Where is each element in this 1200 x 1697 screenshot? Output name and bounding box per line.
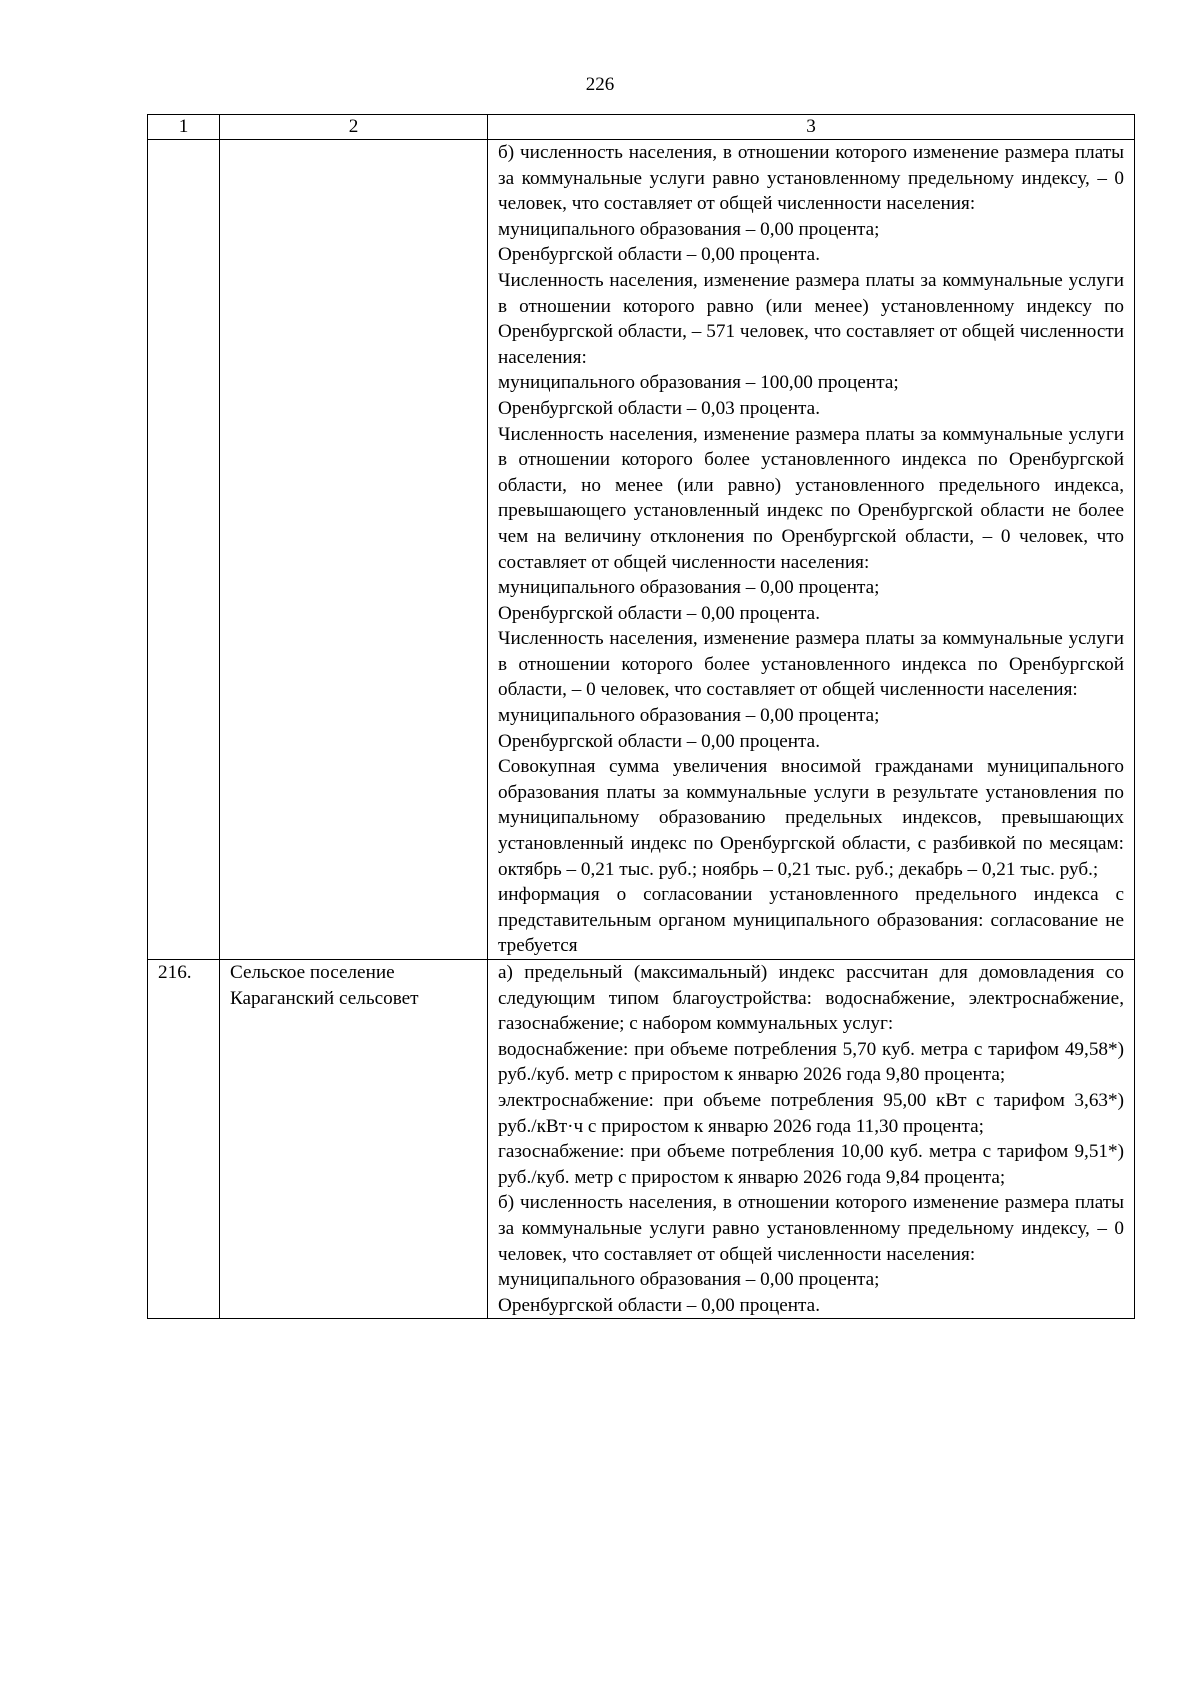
text-paragraph: водоснабжение: при объеме потребления 5,70 куб. метра с тарифом 49,58*) руб./куб. метр с приростом к январю 2026 года 9,80 процента; <box>498 1038 1124 1086</box>
text-paragraph: муниципального образования – 0,00 процента; <box>498 705 880 727</box>
text-paragraph: Численность населения, изменение размера платы за коммунальные услуги в отношении которого равно (или менее) установленному индексу по Оренбургской области, – 571 человек, что составляет от общей численности населения: <box>498 269 1124 368</box>
text-paragraph: Оренбургской области – 0,00 процента. <box>498 1294 820 1316</box>
header-col-3: 3 <box>488 115 1135 140</box>
settlement-name-cell <box>220 960 488 1319</box>
text-paragraph: электроснабжение: при объеме потребления 95,00 кВт с тарифом 3,63*) руб./кВт·ч с приростом к январю 2026 года 11,30 процента; <box>498 1089 1124 1137</box>
tariff-details-cell <box>488 960 1135 1319</box>
table-row-216 <box>148 960 1135 1319</box>
header-col-2: 2 <box>220 115 488 140</box>
text-paragraph: информация о согласовании установленного предельного индекса с представительным органом муниципального образования: согласование не требуется <box>498 884 1124 957</box>
text-paragraph: муниципального образования – 0,00 процента; <box>498 1269 880 1291</box>
text-paragraph: Оренбургской области – 0,03 процента. <box>498 397 820 419</box>
settlement-name-cell <box>220 140 488 960</box>
page-number: 226 <box>585 74 615 95</box>
text-paragraph: Оренбургской области – 0,00 процента. <box>498 244 820 266</box>
text-paragraph: Совокупная сумма увеличения вносимой гражданами муниципального образования платы за коммунальные услуги в результате установления по муниципальному образованию предельных индексов, превышающих установленный индекс по Оренбургской области, с разбивкой по месяцам: октябрь – 0,21 тыс. руб.; ноябрь – 0,21 тыс. руб.; декабрь – 0,21 тыс. руб.; <box>498 756 1124 880</box>
text-paragraph: Оренбургской области – 0,00 процента. <box>498 602 820 624</box>
text-paragraph: а) предельный (максимальный) индекс рассчитан для домовладения со следующим типом благоустройства: водоснабжение, электроснабжение, газоснабжение; с набором коммунальных услуг: <box>498 962 1124 1035</box>
text-paragraph: Оренбургской области – 0,00 процента. <box>498 730 820 752</box>
text-paragraph: б) численность населения, в отношении которого изменение размера платы за коммунальные услуги равно установленному предельному индексу, – 0 человек, что составляет от общей численности населения: <box>498 142 1124 215</box>
table-row-continuation <box>148 140 1135 960</box>
text-paragraph: газоснабжение: при объеме потребления 10,00 куб. метра с тарифом 9,51*) руб./куб. метр с приростом к январю 2026 года 9,84 процента; <box>498 1141 1124 1188</box>
text-paragraph: муниципального образования – 0,00 процента; <box>498 577 880 599</box>
header-col-1: 1 <box>148 115 220 140</box>
text-paragraph: Численность населения, изменение размера платы за коммунальные услуги в отношении которого более установленного индекса по Оренбургской области, – 0 человек, что составляет от общей численности населения: <box>498 628 1124 701</box>
tariff-details-cell <box>488 140 1135 960</box>
text-paragraph: муниципального образования – 0,00 процента; <box>498 218 880 240</box>
row-number-cell <box>148 140 220 960</box>
text-paragraph: муниципального образования – 100,00 процента; <box>498 372 899 394</box>
text-paragraph: б) численность населения, в отношении которого изменение размера платы за коммунальные услуги равно установленному предельному индексу, – 0 человек, что составляет от общей численности населения: <box>498 1192 1124 1265</box>
text-paragraph: Численность населения, изменение размера платы за коммунальные услуги в отношении которого более установленного индекса по Оренбургской области, но менее (или равно) установленного предельного индекса, превышающего установленный индекс по Оренбургской области не более чем на величину отклонения по Оренбургской области, – 0 человек, что составляет от общей численности населения: <box>498 423 1124 573</box>
indices-table <box>147 114 1135 1319</box>
settlement-name-line: Сельское поселение <box>230 962 395 983</box>
row-number-cell: 216. <box>148 960 220 1319</box>
settlement-name-line: Караганский сельсовет <box>230 987 419 1009</box>
table-header-row <box>148 115 1135 140</box>
